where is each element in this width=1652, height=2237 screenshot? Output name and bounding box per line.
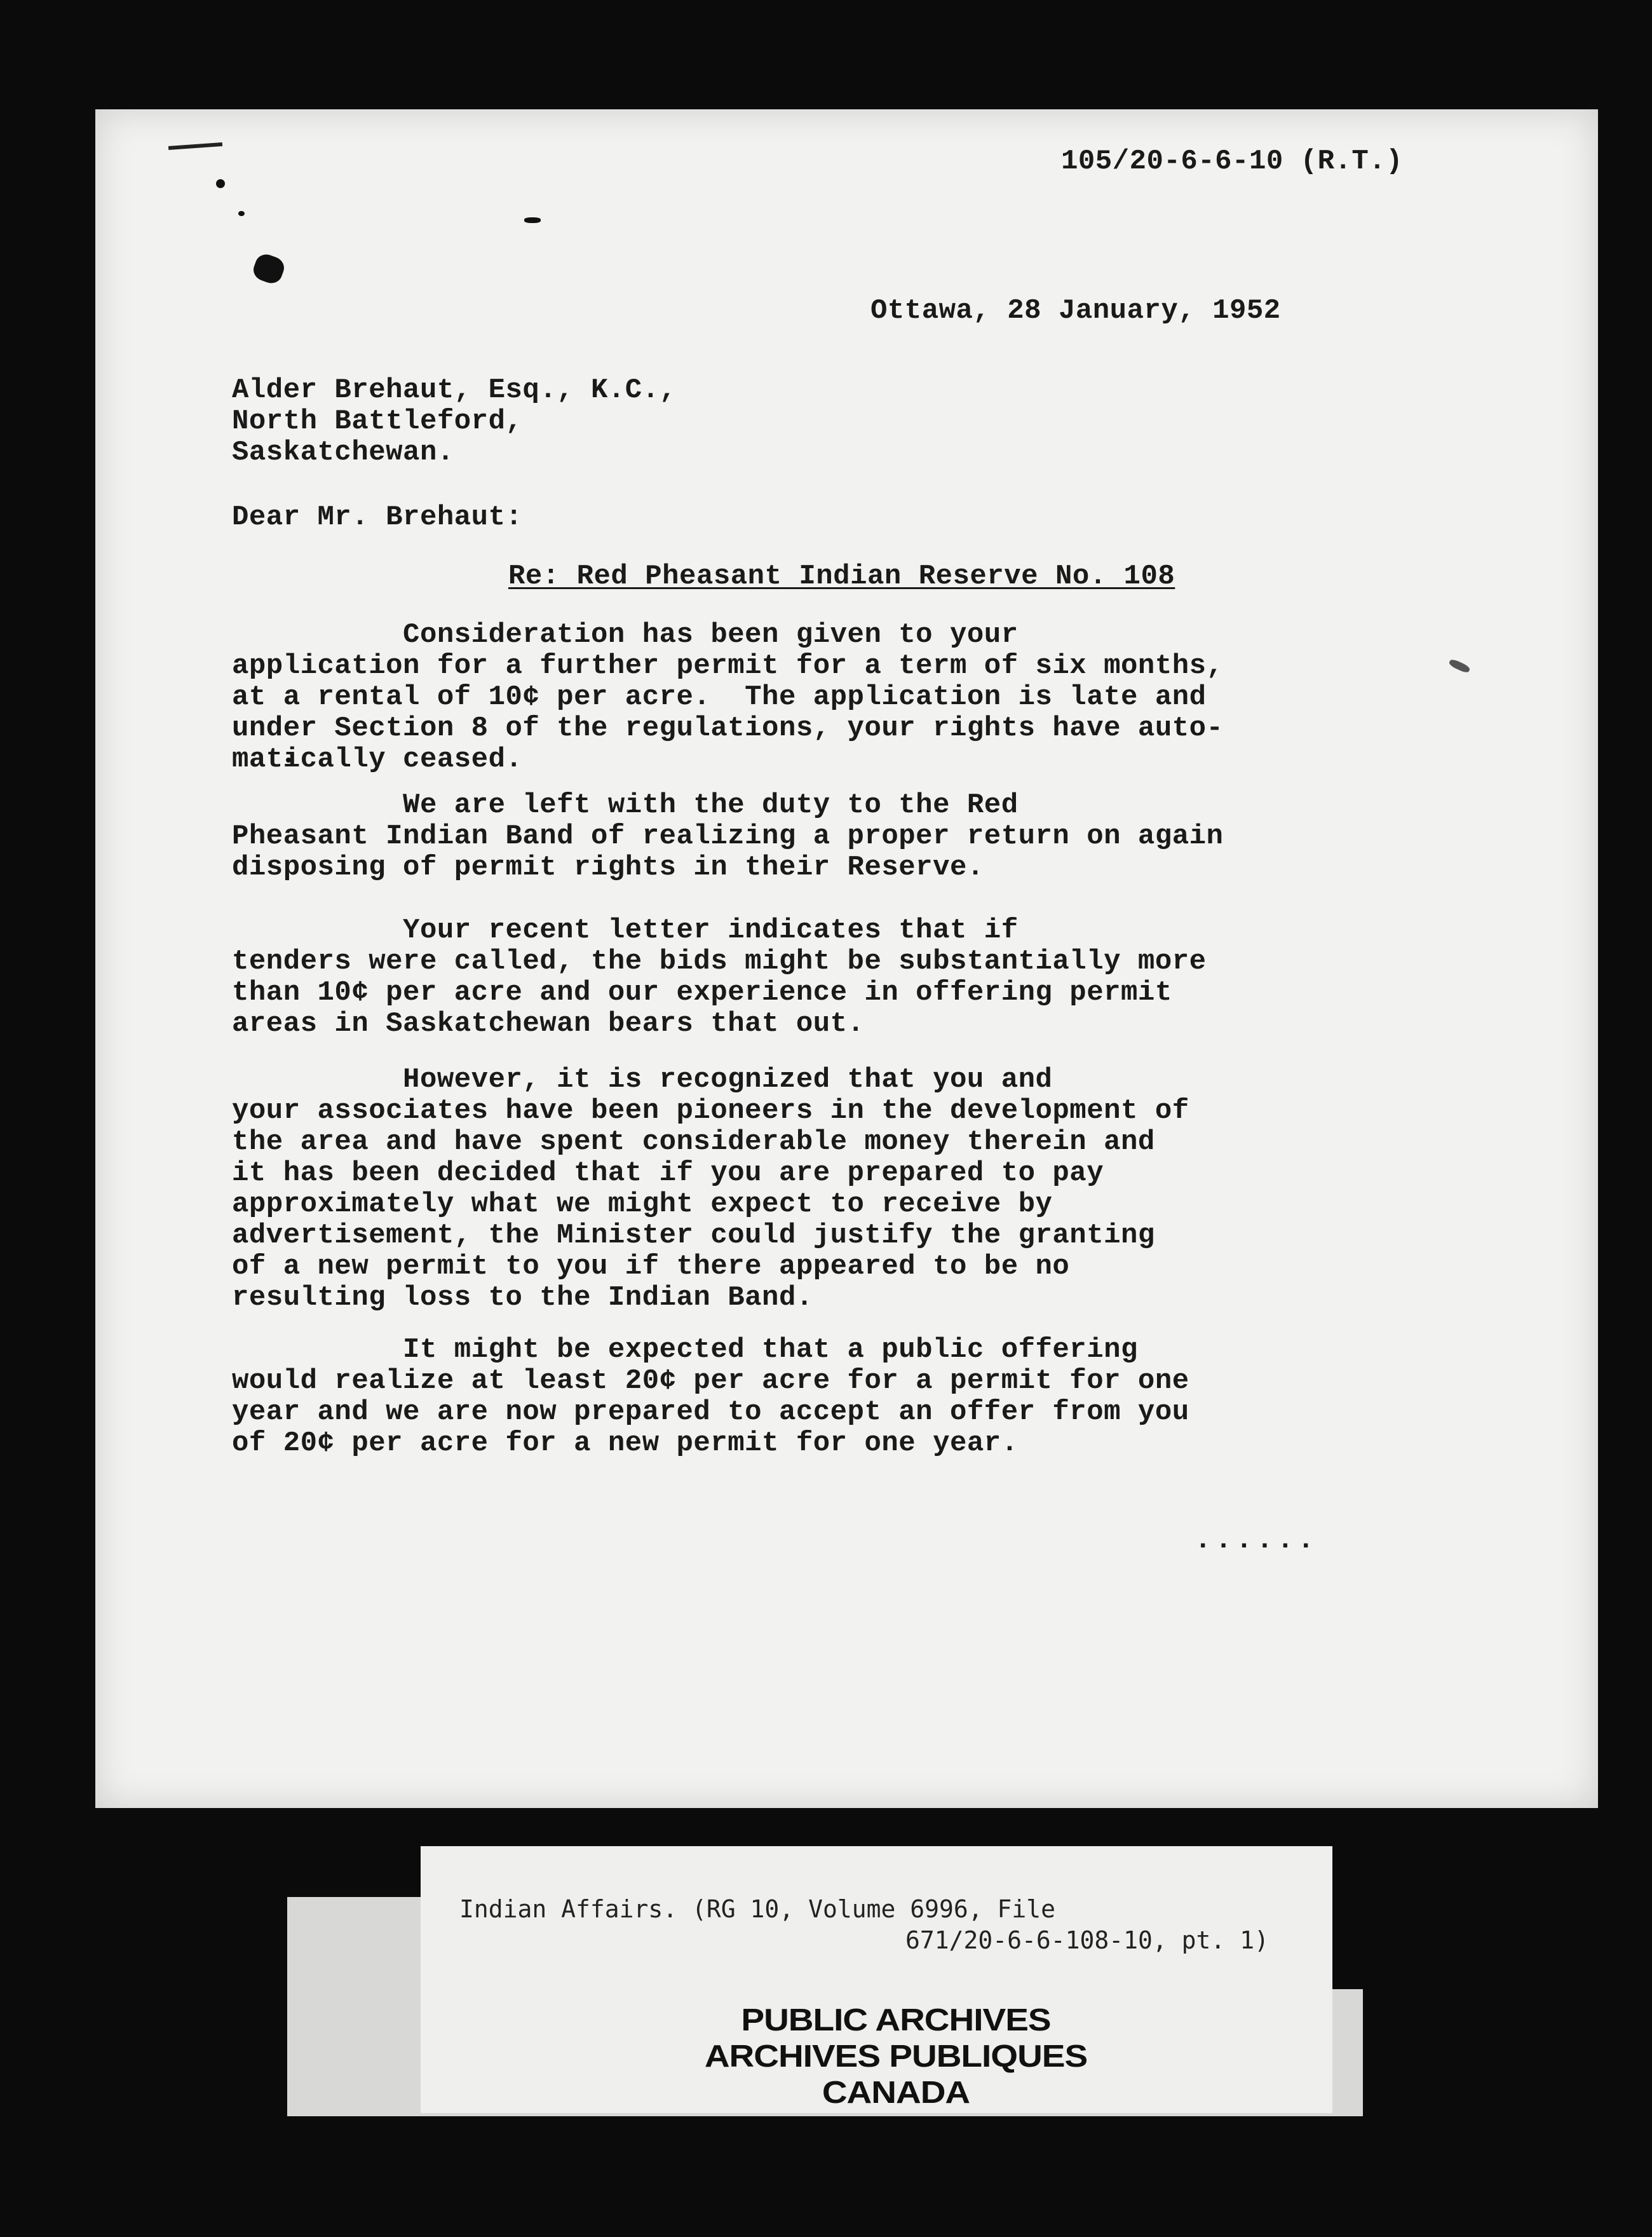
recipient-address [232, 375, 677, 468]
stamp-line: CANADA [822, 2074, 970, 2110]
body-paragraph: Consideration has been given to your application for a further permit for a term of six months, at a rental of 10¢ per acre. The application is late and under Section 8 of the regulations, your rights have auto- matically ceased. [232, 619, 1224, 775]
archive-citation-line: 671/20-6-6-108-10, pt. 1) [905, 1926, 1269, 1954]
body-paragraph: We are left with the duty to the Red Pheasant Indian Band of realizing a proper return on again disposing of permit rights in their Reserve. [232, 789, 1224, 883]
ink-smudge [1448, 658, 1471, 674]
ink-spot [238, 211, 245, 216]
body-paragraph: It might be expected that a public offering would realize at least 20¢ per acre for a permit for one year and we are now prepared to accept an offer from you of 20¢ per acre for a new permit for one year. [232, 1334, 1189, 1459]
recipient-line: North Battleford, [232, 405, 523, 437]
ink-mark [168, 142, 222, 150]
stamp-line: ARCHIVES PUBLIQUES [704, 2038, 1088, 2074]
ink-blot [250, 251, 287, 286]
body-paragraph: Your recent letter indicates that if tenders were called, the bids might be substantially more than 10¢ per acre and our experience in offering permit areas in Saskatchewan bears that out. [232, 915, 1207, 1040]
recipient-line: Alder Brehaut, Esq., K.C., [232, 374, 677, 406]
continuation-marks: ...... [1195, 1525, 1318, 1556]
subject-line: Re: Red Pheasant Indian Reserve No. 108 [508, 561, 1175, 592]
salutation: Dear Mr. Brehaut: [232, 501, 523, 533]
archive-citation-line: Indian Affairs. (RG 10, Volume 6996, File [459, 1895, 1055, 1923]
date-line: Ottawa, 28 January, 1952 [870, 295, 1281, 327]
archive-label-notch [1332, 1897, 1363, 1989]
ink-spot [216, 179, 225, 188]
recipient-line: Saskatchewan. [232, 437, 454, 468]
file-reference: 105/20-6-6-10 (R.T.) [1061, 146, 1404, 177]
archives-stamp [629, 2002, 1163, 2111]
body-paragraph: However, it is recognized that you and your associates have been pioneers in the development of the area and have spent considerable money therein and it has been decided that if you are prepared to pay approximately what we might expect to receive by advertisement, the Minister could justify the granting of a new permit to you if there appeared to be no resulting loss to the Indian Band. [232, 1064, 1189, 1314]
stamp-line: PUBLIC ARCHIVES [741, 2002, 1051, 2037]
ink-smudge [524, 217, 541, 223]
